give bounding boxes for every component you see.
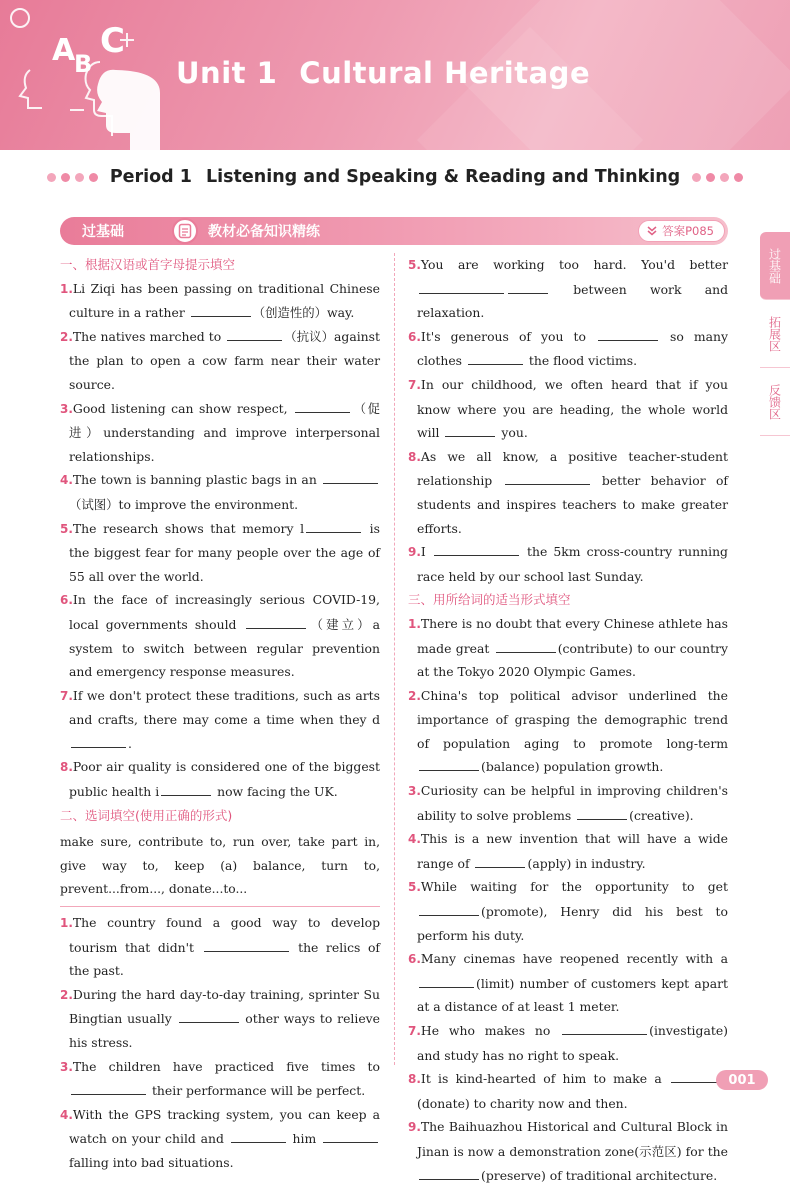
side-tab-extension[interactable]: 拓展区 <box>760 300 790 368</box>
unit-name: Cultural Heritage <box>299 56 591 90</box>
question-item: 1.The country found a good way to develop tourism that didn't the relics of the past. <box>60 915 381 979</box>
right-column <box>408 253 728 1187</box>
question-item: 4.With the GPS tracking system, you can keep a watch on your child and him falling into bad situations. <box>60 1106 380 1170</box>
answer-blank[interactable] <box>306 518 361 533</box>
answer-blank[interactable] <box>475 853 525 868</box>
unit-title <box>176 56 590 90</box>
answer-blank[interactable] <box>445 422 495 437</box>
question-item: 2.China's top political advisor underlined the importance of grasping the demographic trend of population aging to promote long-term (balance) population growth. <box>408 687 728 775</box>
period-name: Listening and Speaking & Reading and Thinking <box>205 167 681 187</box>
answer-blank[interactable] <box>71 1080 146 1095</box>
double-chevron-down-icon <box>647 226 657 236</box>
unit-label: Unit 1 <box>176 56 278 90</box>
answer-blank[interactable] <box>71 733 126 748</box>
question-item: 6.Many cinemas have reopened recently with a (limit) number of customers kept apart at a distance of at least 1 meter. <box>408 951 728 1015</box>
question-item: 7.In our childhood, we often heard that if you know where you are heading, the whole world will you. <box>408 376 728 441</box>
question-item: 2.During the hard day-to-day training, sprinter Su Bingtian usually other ways to relieve his stress. <box>60 986 380 1050</box>
question-item: 4.This is a new invention that will have a wide range of (apply) in industry. <box>408 831 728 871</box>
phrase-bank: make sure, contribute to, run over, take part in, give way to, keep (a) balance, turn to, prevent...from..., donate...to... <box>60 829 380 907</box>
section-subtitle: 教材必备知识精练 <box>208 224 320 240</box>
svg-text:C: C <box>100 21 125 61</box>
answer-blank[interactable] <box>419 973 474 988</box>
question-item: 8.As we all know, a positive teacher-student relationship better behavior of students and inspires teachers to make greater efforts. <box>408 448 728 536</box>
question-item: 9.The Baihuazhou Historical and Cultural Block in Jinan is now a demonstration zone(示范区) for the (preserve) of traditional architecture. <box>408 1119 728 1183</box>
answer-reference-text: 答案P085 <box>662 224 714 238</box>
part3-heading: 三、用所给词的适当形式填空 <box>408 592 571 608</box>
side-tab-feedback[interactable]: 反馈区 <box>760 368 790 436</box>
question-item: 1.There is no doubt that every Chinese athlete has made great (contribute) to our country at the Tokyo 2020 Olympic Games. <box>408 615 728 680</box>
side-tab-basics[interactable]: 过基础 <box>760 232 790 300</box>
question-item: 2.The natives marched to （抗议）against the plan to open a cow farm near their water source. <box>60 325 380 397</box>
answer-blank[interactable] <box>231 1128 286 1143</box>
question-item: 5.The research shows that memory l is the biggest fear for many people over the age of 55 all over the world. <box>60 517 380 589</box>
side-tabs <box>760 232 790 436</box>
period-title <box>110 167 680 187</box>
answer-blank[interactable] <box>161 781 211 796</box>
question-item: 9.I the 5km cross-country running race held by our school last Sunday. <box>408 540 728 588</box>
question-item: 1.Li Ziqi has been passing on traditional Chinese culture in a rather （创造性的）way. <box>60 280 380 321</box>
answer-blank[interactable] <box>227 326 282 341</box>
part1-heading: 一、根据汉语或首字母提示填空 <box>60 257 236 272</box>
period-heading <box>0 162 790 192</box>
answer-blank[interactable] <box>246 614 306 629</box>
answer-blank[interactable] <box>577 805 627 820</box>
dots-right <box>692 173 743 182</box>
answer-blank[interactable] <box>496 638 556 653</box>
column-divider <box>394 253 395 1065</box>
answer-blank[interactable] <box>191 302 251 317</box>
answer-blank[interactable] <box>323 1128 378 1143</box>
answer-reference[interactable] <box>638 220 725 242</box>
answer-blank[interactable] <box>419 1165 479 1180</box>
question-item: 3.Good listening can show respect, （促进）understanding and improve interpersonal relationships. <box>60 397 380 469</box>
svg-text:B: B <box>74 50 93 78</box>
question-item: 6.In the face of increasingly serious COVID-19, local governments should （建立）a system to switch between regular prevention and emergency response measures. <box>60 592 381 680</box>
section-bar <box>60 217 728 245</box>
dots-left <box>47 173 98 182</box>
answer-blank[interactable] <box>468 350 523 365</box>
answer-blank[interactable] <box>598 326 658 341</box>
question-item: 4.The town is banning plastic bags in an （试图）to improve the environment. <box>60 468 380 516</box>
answer-blank[interactable] <box>204 937 289 952</box>
question-item: 5.While waiting for the opportunity to get (promote), Henry did his best to perform his duty. <box>408 879 728 943</box>
left-column <box>60 253 380 1175</box>
answer-blank[interactable] <box>508 279 548 294</box>
part2-heading: 二、选词填空(使用正确的形式) <box>60 807 233 823</box>
question-item: 7.He who makes no (investigate) and study has no right to speak. <box>408 1019 728 1067</box>
answer-blank[interactable] <box>505 470 590 485</box>
question-item: 3.Curiosity can be helpful in improving children's ability to solve problems (creative). <box>408 783 728 823</box>
answer-blank[interactable] <box>434 541 519 556</box>
question-item: 3.The children have practiced five times to their performance will be perfect. <box>60 1058 380 1099</box>
abc-head-icon <box>0 0 170 150</box>
question-item: 8.It is kind-hearted of him to make a (donate) to charity now and then. <box>408 1067 728 1115</box>
period-label: Period 1 <box>109 167 192 187</box>
page-number: 001 <box>716 1070 768 1090</box>
question-item: 7.If we don't protect these traditions, such as arts and crafts, there may come a time when they d. <box>60 687 380 751</box>
answer-blank[interactable] <box>562 1020 647 1035</box>
section-label: 过基础 <box>82 224 124 240</box>
question-item: 6.It's generous of you to so many clothes the flood victims. <box>408 325 728 373</box>
answer-blank[interactable] <box>179 1008 239 1023</box>
answer-blank[interactable] <box>419 756 479 771</box>
answer-blank[interactable] <box>323 469 378 484</box>
answer-blank[interactable] <box>419 901 479 916</box>
question-item: 5.You are working too hard. You'd better between work and relaxation. <box>408 257 728 321</box>
unit-banner <box>0 0 790 150</box>
answer-blank[interactable] <box>295 398 350 413</box>
question-item: 8.Poor air quality is considered one of the biggest public health i now facing the UK. <box>60 759 380 800</box>
notebook-icon <box>172 218 198 244</box>
answer-blank[interactable] <box>419 279 504 294</box>
svg-text:A: A <box>52 33 76 68</box>
